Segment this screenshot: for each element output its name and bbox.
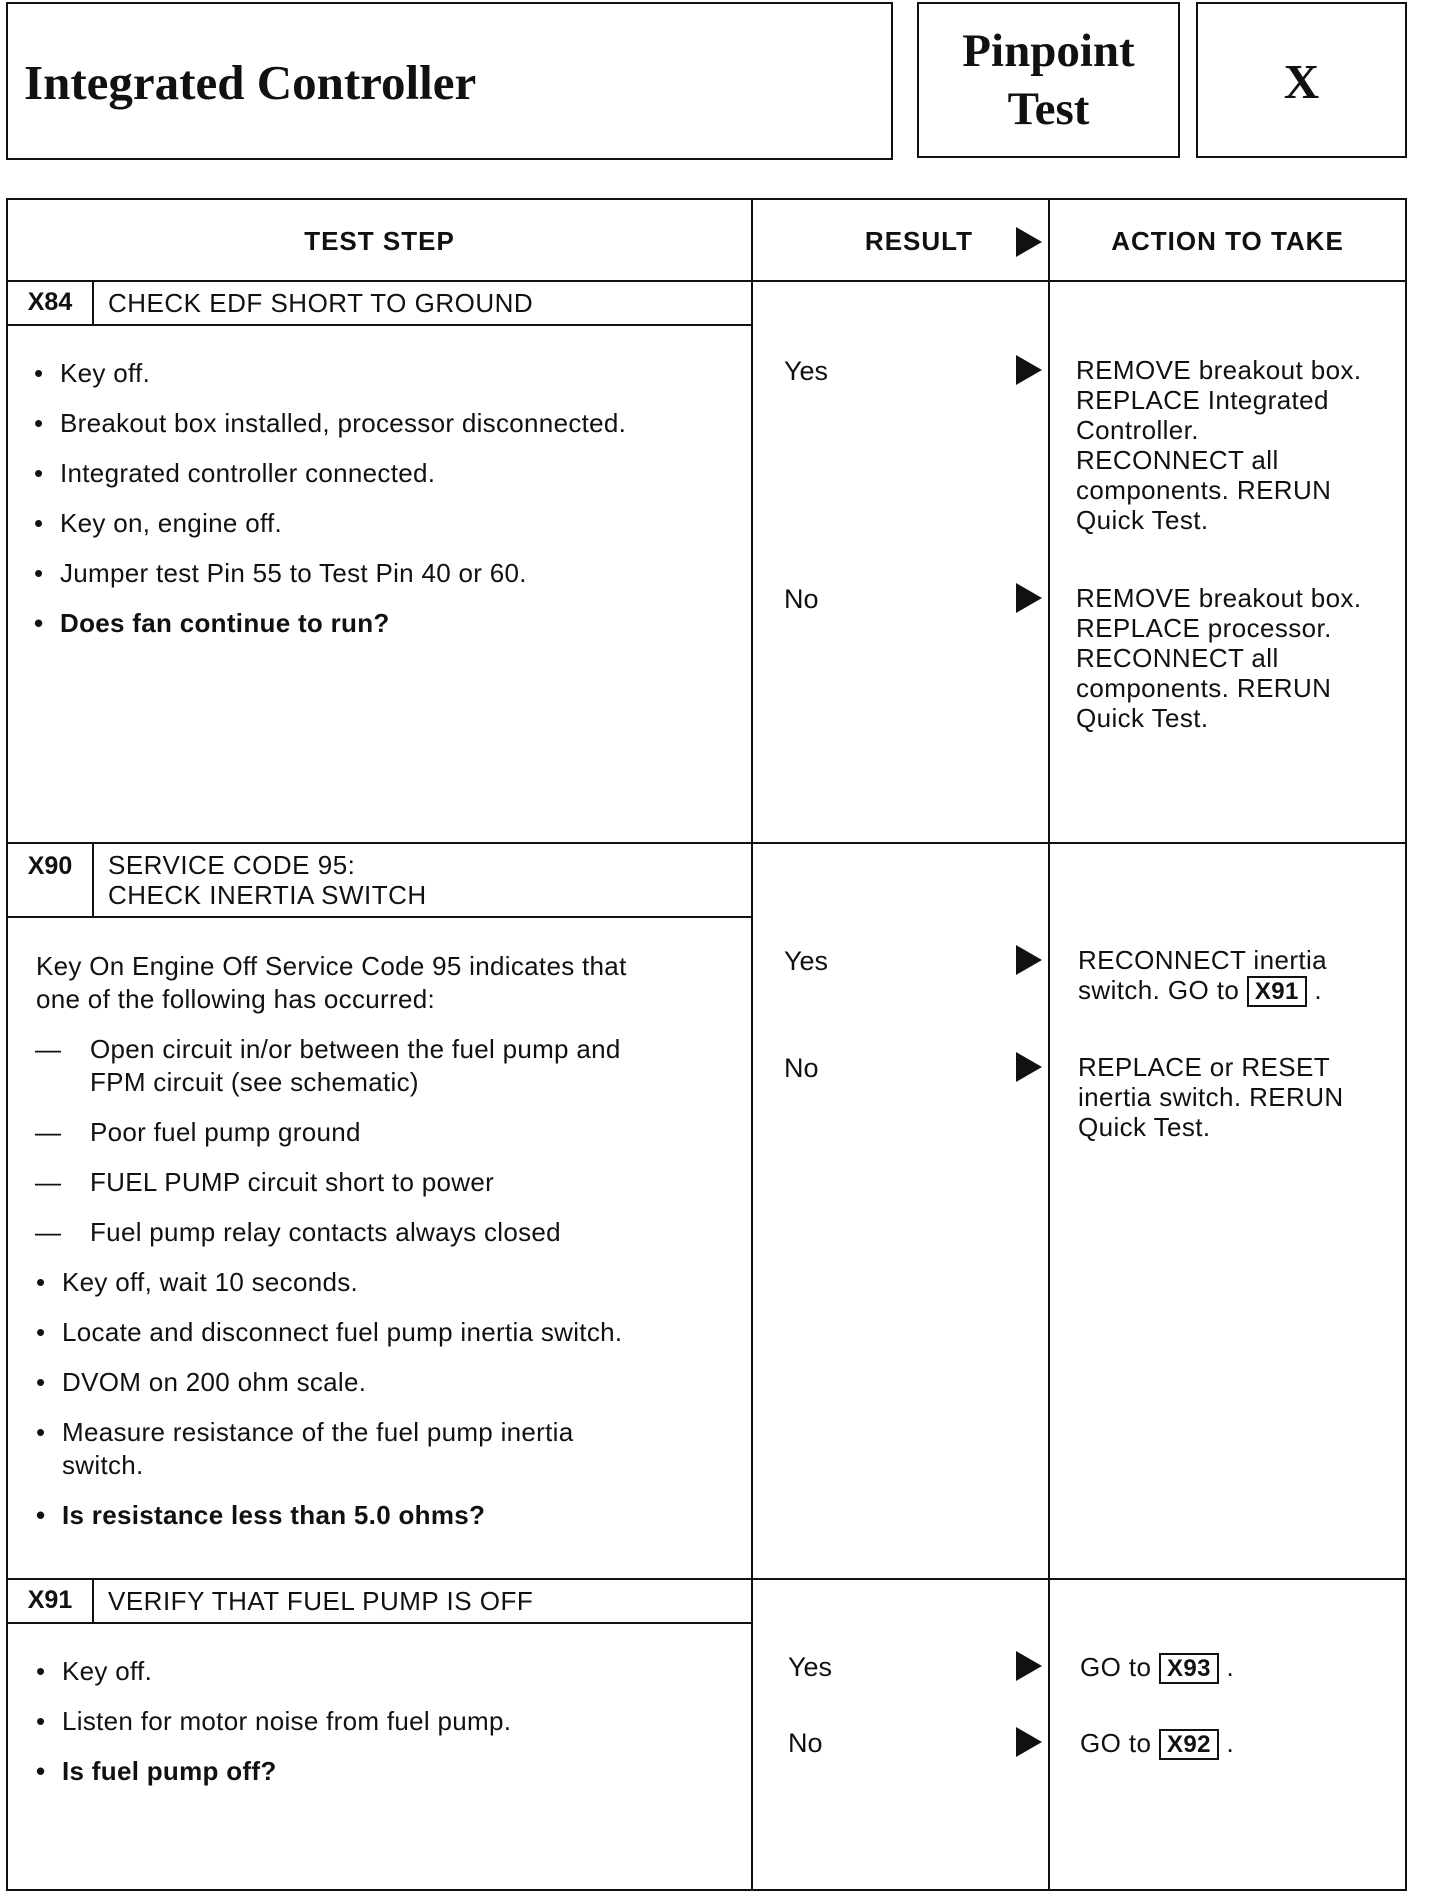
intro-line: Key On Engine Off Service Code 95 indicates that xyxy=(36,951,627,981)
step-item: • Key off. xyxy=(62,1655,152,1688)
action-text-part: . xyxy=(1314,975,1323,1005)
action-line: REPLACE processor. xyxy=(1076,613,1332,643)
result-no: No xyxy=(784,1053,819,1083)
intro-text xyxy=(36,950,627,1016)
section-title xyxy=(108,850,427,910)
section-header-divider xyxy=(8,916,753,918)
step-item: • Listen for motor noise from fuel pump. xyxy=(62,1705,511,1738)
result-no: No xyxy=(784,584,819,614)
action-text-part: . xyxy=(1226,1728,1235,1758)
badge-line-1: Pinpoint xyxy=(962,25,1135,77)
result-arrow-icon xyxy=(1016,583,1042,613)
action-line: Quick Test. xyxy=(1076,505,1209,535)
step-item: • Integrated controller connected. xyxy=(60,457,435,490)
action-line: REPLACE Integrated xyxy=(1076,385,1329,415)
action-text xyxy=(1076,355,1361,535)
section-header-divider xyxy=(8,1622,753,1624)
section-id-divider xyxy=(92,282,94,324)
section-title-line: CHECK INERTIA SWITCH xyxy=(108,880,427,910)
step-item xyxy=(62,1416,574,1482)
section-title: VERIFY THAT FUEL PUMP IS OFF xyxy=(108,1586,534,1616)
step-item: • Locate and disconnect fuel pump inertia switch. xyxy=(62,1316,622,1349)
action-line xyxy=(1078,975,1327,1007)
action-line: Controller. xyxy=(1076,415,1199,445)
action-text xyxy=(1078,945,1327,1007)
action-line: inertia switch. RERUN xyxy=(1078,1082,1344,1112)
action-line: Quick Test. xyxy=(1076,703,1209,733)
action-line: components. RERUN xyxy=(1076,475,1332,505)
step-reference-x93[interactable]: X93 xyxy=(1159,1653,1219,1684)
section-header-x84 xyxy=(8,282,756,324)
step-reference-x92[interactable]: X92 xyxy=(1159,1729,1219,1760)
result-arrow-icon xyxy=(1016,1651,1042,1681)
condition-item: — Poor fuel pump ground xyxy=(90,1116,361,1149)
step-question: • Is resistance less than 5.0 ohms? xyxy=(62,1499,485,1532)
step-item: • Jumper test Pin 55 to Test Pin 40 or 60. xyxy=(60,557,527,590)
pinpoint-test-table xyxy=(6,198,1407,1891)
step-item: • DVOM on 200 ohm scale. xyxy=(62,1366,366,1399)
column-header-test-step: TEST STEP xyxy=(304,226,455,256)
action-text xyxy=(1080,1652,1234,1684)
action-text xyxy=(1078,1052,1344,1142)
step-item: • Breakout box installed, processor disconnected. xyxy=(60,407,626,440)
action-line: RECONNECT inertia xyxy=(1078,945,1328,975)
section-id: X91 xyxy=(27,1586,73,1614)
action-line: RECONNECT all xyxy=(1076,445,1279,475)
action-line: REMOVE breakout box. xyxy=(1076,355,1362,385)
column-header-action: ACTION TO TAKE xyxy=(1111,226,1344,256)
column-divider xyxy=(751,200,753,1889)
result-arrow-icon xyxy=(1016,1052,1042,1082)
step-line: switch. xyxy=(62,1450,144,1480)
step-item: • Key on, engine off. xyxy=(60,507,282,540)
test-code-box xyxy=(1196,2,1407,158)
result-no: No xyxy=(788,1728,823,1758)
result-arrow-icon xyxy=(1016,945,1042,975)
result-yes: Yes xyxy=(788,1652,833,1682)
action-line: REPLACE or RESET xyxy=(1078,1052,1331,1082)
column-divider xyxy=(1048,200,1050,1889)
section-id: X84 xyxy=(27,288,73,316)
action-line: Quick Test. xyxy=(1078,1112,1211,1142)
result-arrow-icon xyxy=(1016,1727,1042,1757)
action-line: RECONNECT all xyxy=(1076,643,1279,673)
result-yes: Yes xyxy=(784,946,829,976)
badge-line-2: Test xyxy=(1007,83,1090,135)
section-title: CHECK EDF SHORT TO GROUND xyxy=(108,288,534,318)
section-title-line: SERVICE CODE 95: xyxy=(108,850,356,880)
step-question: • Does fan continue to run? xyxy=(60,607,390,640)
column-header-result xyxy=(753,200,973,282)
section-header-x91 xyxy=(8,1580,756,1622)
condition-item xyxy=(90,1033,621,1099)
step-reference-x91[interactable]: X91 xyxy=(1247,976,1307,1007)
condition-line: FPM circuit (see schematic) xyxy=(90,1067,419,1097)
step-line: • Measure resistance of the fuel pump inertia xyxy=(62,1417,574,1447)
action-text xyxy=(1080,1728,1234,1760)
action-text xyxy=(1076,583,1361,733)
action-line: components. RERUN xyxy=(1076,673,1332,703)
intro-line: one of the following has occurred: xyxy=(36,984,435,1014)
step-question: • Is fuel pump off? xyxy=(62,1755,277,1788)
result-arrow-icon xyxy=(1016,355,1042,385)
action-text-part: GO to xyxy=(1080,1728,1152,1758)
condition-line: — Open circuit in/or between the fuel pump and xyxy=(90,1034,621,1064)
action-line: REMOVE breakout box. xyxy=(1076,583,1362,613)
test-code: X xyxy=(1283,54,1320,109)
column-header-result-label: RESULT xyxy=(864,226,973,256)
action-text-part: GO to xyxy=(1080,1652,1152,1682)
section-id: X90 xyxy=(27,852,73,880)
section-id-divider xyxy=(92,844,94,916)
section-header-divider xyxy=(8,324,753,326)
title-box xyxy=(6,2,893,160)
section-header-x90 xyxy=(8,844,756,916)
step-item: • Key off. xyxy=(60,357,150,390)
result-arrow-icon xyxy=(1016,227,1042,257)
action-text-part: . xyxy=(1226,1652,1235,1682)
pinpoint-test-badge xyxy=(917,2,1180,158)
step-item: • Key off, wait 10 seconds. xyxy=(62,1266,358,1299)
result-yes: Yes xyxy=(784,356,829,386)
action-text-part: switch. GO to xyxy=(1078,975,1240,1005)
condition-item: — Fuel pump relay contacts always closed xyxy=(90,1216,561,1249)
condition-item: — FUEL PUMP circuit short to power xyxy=(90,1166,494,1199)
section-id-divider xyxy=(92,1580,94,1622)
page-title: Integrated Controller xyxy=(24,55,477,110)
